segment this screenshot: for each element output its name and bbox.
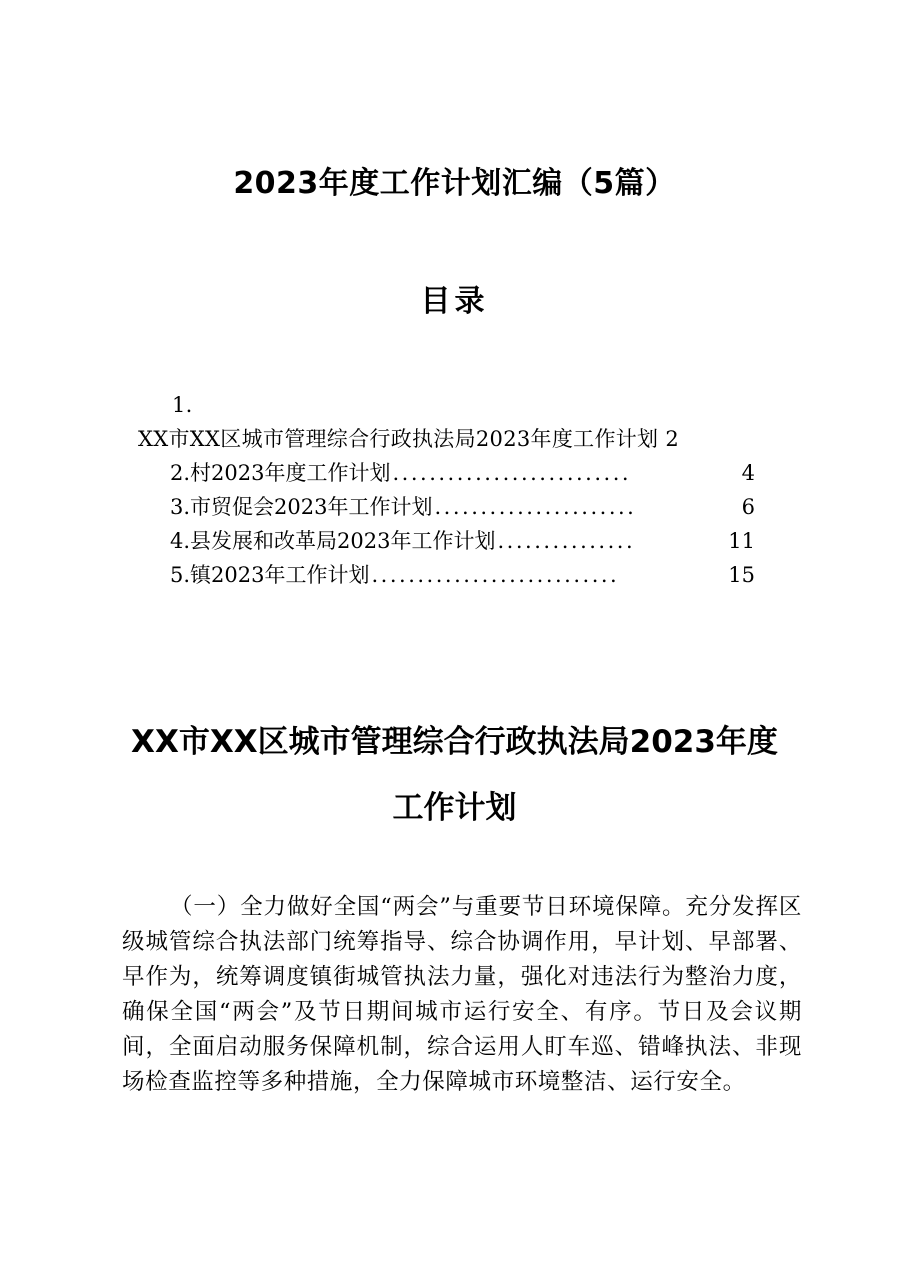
toc-dot-leader: .......................... [392, 461, 632, 485]
toc-page-number: 15 [728, 563, 755, 587]
toc-heading: 目录 [420, 284, 489, 319]
toc-entry-title: 县发展和改革局2023年工作计划 [190, 529, 496, 553]
toc-entry-number: 2. [170, 461, 191, 485]
section-title-line-2: 工作计划 [392, 790, 517, 826]
toc-dot-leader: ...................... [434, 495, 637, 519]
toc-page-number: 6 [741, 495, 755, 519]
toc-entry-title: 镇2023年工作计划 [190, 563, 370, 587]
toc-entry-4[interactable] [170, 524, 755, 558]
toc-page-number: 11 [728, 529, 755, 553]
toc-entry-5[interactable] [170, 558, 755, 592]
toc-entry-title: 村2023年度工作计划 [190, 461, 391, 485]
section-title-line-1: XX市XX区城市管理综合行政执法局2023年度 [131, 724, 778, 760]
toc-entry-title: 市贸促会2023年工作计划 [190, 495, 433, 519]
toc-entry-number: 3. [170, 495, 191, 519]
toc-entry-1-title[interactable]: XX市XX区城市管理综合行政执法局2023年度工作计划 2 [138, 427, 679, 451]
toc-dot-leader: ........................... [371, 563, 620, 587]
toc-entry-number: 5. [170, 563, 191, 587]
toc-page-number: 4 [741, 461, 755, 485]
toc-entry-3[interactable] [170, 490, 755, 524]
document-title: 2023年度工作计划汇编（5篇） [233, 166, 676, 201]
toc-entry-1-number[interactable]: 1. [172, 393, 193, 417]
body-paragraph: （一）全力做好全国“两会”与重要节日环境保障。充分发挥区级城管综合执法部门统筹指导、综合协调作用，早计划、早部署、早作为，统筹调度镇街城管执法力量，强化对违法行为整治力度，确保全国“两会”及节日期间城市运行安全、有序。节日及会议期间，全面启动服务保障机制，综合运用人盯车巡、错峰执法、非现场检查监控等多种措施，全力保障城市环境整洁、运行安全。 [122, 894, 802, 1095]
toc-entry-2[interactable] [170, 456, 755, 490]
toc-entry-number: 4. [170, 529, 191, 553]
toc-dot-leader: ............... [497, 529, 636, 553]
